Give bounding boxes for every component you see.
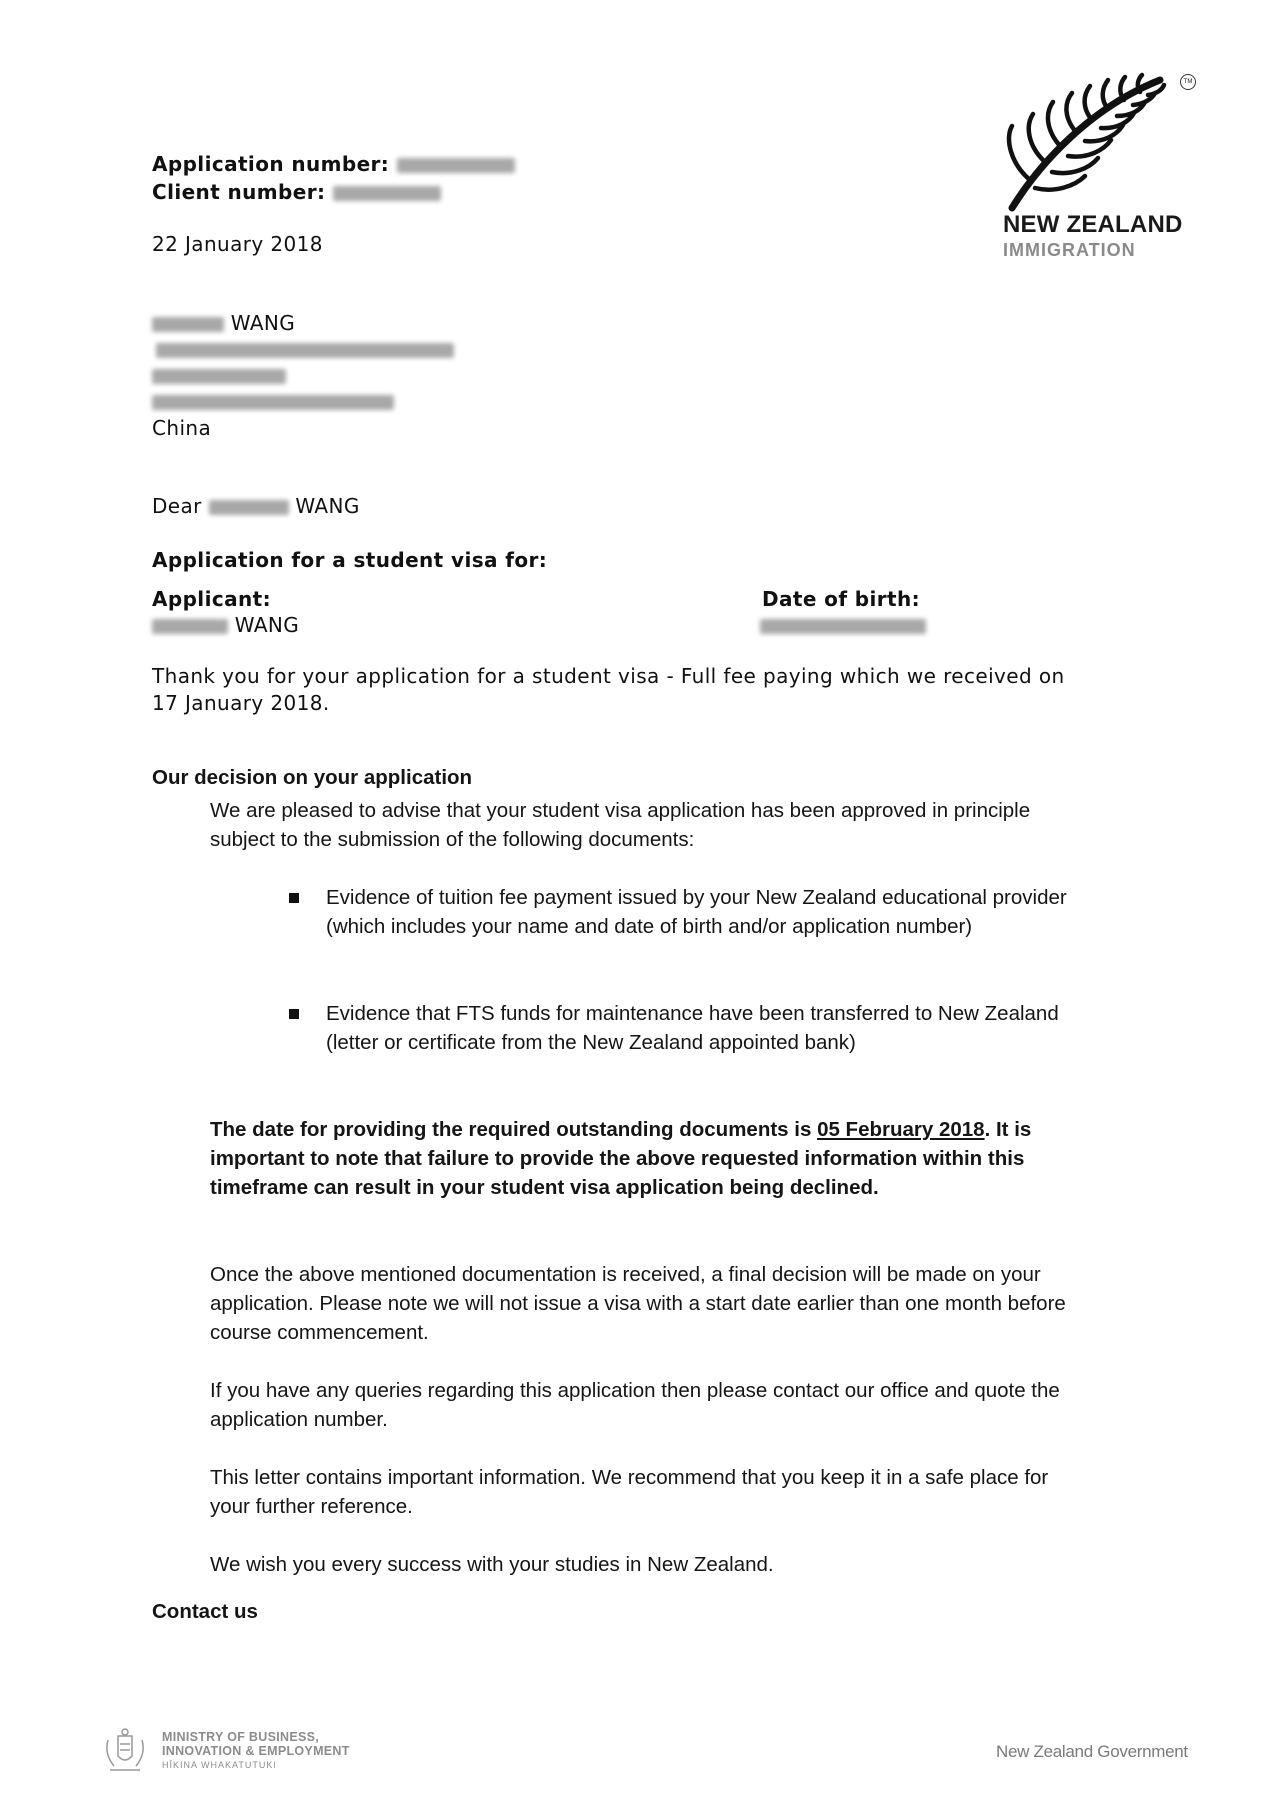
para-3-line-1: If you have any queries regarding this application then please contact our office and quote the bbox=[210, 1379, 1060, 1402]
decision-para-1-line-2: subject to the submission of the following documents: bbox=[210, 828, 695, 851]
ministry-line-2: INNOVATION & EMPLOYMENT bbox=[162, 1744, 350, 1758]
applicant-label: Applicant: bbox=[152, 587, 271, 611]
redacted-address-line-2 bbox=[152, 366, 286, 385]
redacted-address-line-1 bbox=[156, 340, 454, 359]
address-country: China bbox=[152, 416, 212, 440]
deadline-line-2: important to note that failure to provide the above requested information within this bbox=[210, 1147, 1025, 1170]
bullet-1-line-1: Evidence of tuition fee payment issued by your New Zealand educational provider bbox=[326, 886, 1067, 909]
application-number bbox=[152, 152, 515, 176]
bullet-2-icon bbox=[289, 1009, 299, 1019]
para-2-line-2: application. Please note we will not issue a visa with a start date earlier than one month before bbox=[210, 1292, 1066, 1315]
contact-heading: Contact us bbox=[152, 1600, 258, 1623]
client-number bbox=[152, 180, 441, 204]
bullet-2-line-1: Evidence that FTS funds for maintenance have been transferred to New Zealand bbox=[326, 1002, 1059, 1025]
logo-new-zealand: NEW ZEALAND bbox=[1003, 211, 1183, 238]
bullet-1-icon bbox=[289, 893, 299, 903]
deadline-line-1: The date for providing the required outstanding documents is 05 February 2018. It is bbox=[210, 1118, 1032, 1141]
para-2-line-1: Once the above mentioned documentation is received, a final decision will be made on your bbox=[210, 1263, 1041, 1286]
bullet-1-line-2: (which includes your name and date of birth and/or application number) bbox=[326, 915, 973, 938]
nz-immigration-logo bbox=[1000, 68, 1193, 268]
redacted-date-of-birth bbox=[760, 616, 926, 635]
bullet-2-line-2: (letter or certificate from the New Zealand appointed bank) bbox=[326, 1031, 856, 1054]
logo-immigration: IMMIGRATION bbox=[1003, 240, 1136, 260]
deadline-date: 05 February 2018 bbox=[817, 1118, 985, 1141]
para-2-line-3: course commencement. bbox=[210, 1321, 429, 1344]
coat-of-arms-icon bbox=[100, 1726, 150, 1776]
ministry-text bbox=[162, 1730, 350, 1772]
trademark-symbol: TM bbox=[1180, 74, 1196, 90]
intro-line-2: 17 January 2018. bbox=[152, 691, 330, 715]
redacted-given-name bbox=[209, 500, 289, 515]
decision-para-1-line-1: We are pleased to advise that your student visa application has been approved in principle bbox=[210, 799, 1031, 822]
dob-label: Date of birth: bbox=[762, 587, 921, 611]
ministry-line-1: MINISTRY OF BUSINESS, bbox=[162, 1730, 320, 1744]
silver-fern-icon bbox=[1000, 68, 1190, 213]
letter-date: 22 January 2018 bbox=[152, 232, 323, 256]
client-number-label: Client number: bbox=[152, 180, 326, 204]
para-5: We wish you every success with your studies in New Zealand. bbox=[210, 1553, 774, 1576]
redacted-address-line-3 bbox=[152, 392, 394, 411]
para-3-line-2: application number. bbox=[210, 1408, 388, 1431]
ministry-logo bbox=[100, 1726, 400, 1776]
redacted-given-name bbox=[152, 619, 228, 634]
redacted-application-number bbox=[397, 158, 515, 173]
decision-heading: Our decision on your application bbox=[152, 766, 473, 789]
subject-heading: Application for a student visa for: bbox=[152, 548, 548, 572]
deadline-line-3: timeframe can result in your student visa application being declined. bbox=[210, 1176, 879, 1199]
intro-line-1: Thank you for your application for a student visa - Full fee paying which we received on bbox=[152, 664, 1065, 688]
redacted-client-number bbox=[333, 186, 441, 201]
salutation: Dear WANG bbox=[152, 494, 360, 518]
ministry-line-3: HĪKINA WHAKATUTUKI bbox=[162, 1760, 277, 1770]
address-name: WANG bbox=[152, 311, 295, 335]
para-4-line-2: your further reference. bbox=[210, 1495, 413, 1518]
nz-government-logo: New Zealand Government bbox=[996, 1742, 1188, 1761]
redacted-given-name bbox=[152, 317, 224, 332]
applicant-name: WANG bbox=[152, 613, 299, 637]
para-4-line-1: This letter contains important information. We recommend that you keep it in a safe place for bbox=[210, 1466, 1049, 1489]
application-number-label: Application number: bbox=[152, 152, 390, 176]
